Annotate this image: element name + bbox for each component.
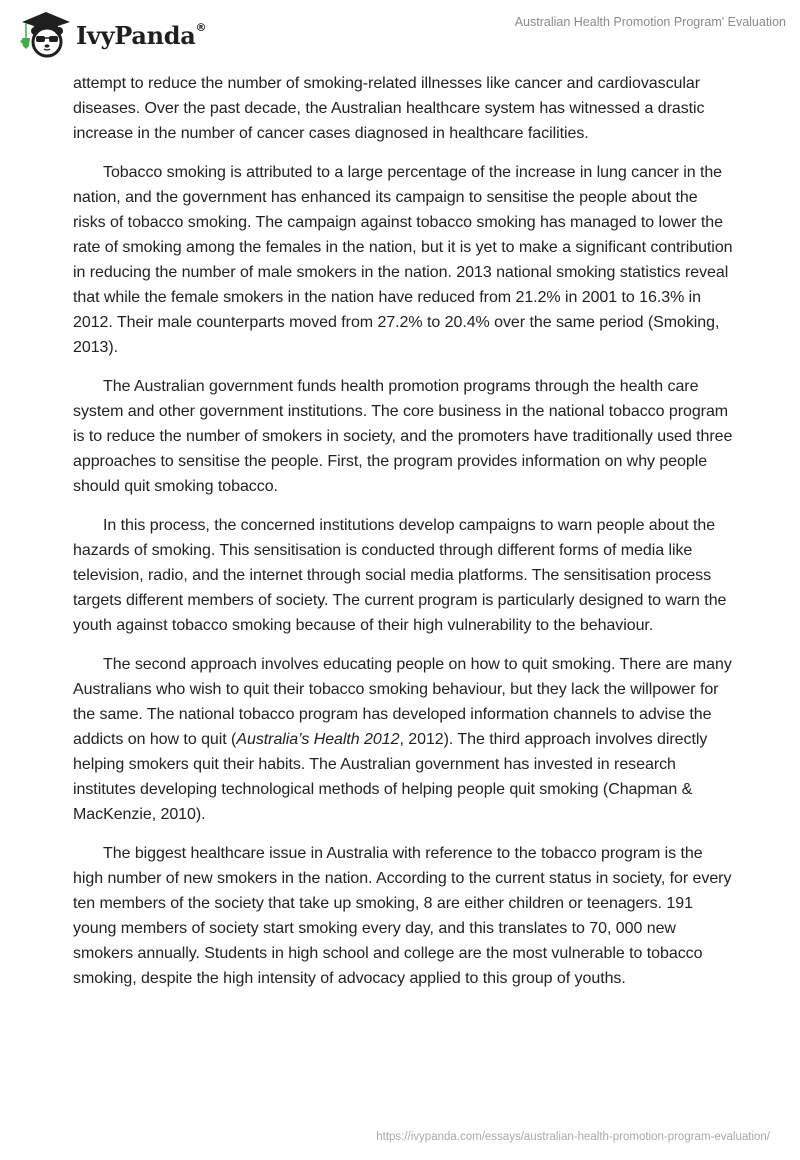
essay-body: [73, 71, 733, 1005]
brand-logo[interactable]: [16, 8, 206, 58]
paragraph-5: [73, 652, 733, 827]
paragraph-5-text-end: , 2012). The third approach involves directly helping smokers quit their habits. The Australian government has invested in research institutes developing technological methods of helping people quit smoking (Chapman & MacKenzie, 2010).: [73, 731, 708, 823]
panda-graduate-icon: [16, 8, 72, 58]
registered-mark: ®: [195, 20, 207, 34]
paragraph-3: The Australian government funds health promotion programs through the health care system and other government institutions. The core business in the national tobacco program is to reduce the number of smokers in society, and the promoters have traditionally used three approaches to sensitise the people. First, the program provides information on why people should quit smoking tobacco.: [73, 378, 733, 495]
page-header: [0, 0, 800, 62]
paragraph-1: attempt to reduce the number of smoking-related illnesses like cancer and cardiovascular diseases. Over the past decade, the Australian healthcare system has witnessed a drastic increase in the number of cancer cases diagnosed in healthcare facilities.: [73, 75, 705, 142]
source-url-link[interactable]: https://ivypanda.com/essays/australian-health-promotion-program-evaluation/: [376, 1131, 770, 1143]
brand-name-text: IvyPanda: [76, 20, 196, 50]
paragraph-6: The biggest healthcare issue in Australia with reference to the tobacco program is the high number of new smokers in the nation. According to the current status in society, for every ten members of the society that take up smoking, 8 are either children or teenagers. 191 young members of society start smoking every day, and this translates to 70, 000 new smokers annually. Students in high school and college are the most vulnerable to tobacco smoking, despite the high intensity of advocacy applied to this group of youths.: [73, 845, 732, 987]
paragraph-4: In this process, the concerned institutions develop campaigns to warn people about the hazards of smoking. This sensitisation is conducted through different forms of media like television, radio, and the internet through social media platforms. The sensitisation process targets different members of society. The current program is particularly designed to warn the youth against tobacco smoking because of their high vulnerability to the behaviour.: [73, 517, 727, 634]
document-title: Australian Health Promotion Program' Evaluation: [514, 15, 786, 29]
paragraph-5-text-start: The second approach involves educating people on how to quit smoking. There are many Australians who wish to quit their tobacco smoking behaviour, but they lack the willpower for the same. The national tobacco program has developed information channels to advise the addicts on how to quit (: [73, 656, 732, 748]
citation-title-italic: Australia’s Health 2012: [236, 731, 400, 748]
brand-name: [76, 21, 206, 50]
paragraph-2: Tobacco smoking is attributed to a large percentage of the increase in lung cancer in the nation, and the government has enhanced its campaign to sensitise the people about the risks of tobacco smoking. The campaign against tobacco smoking has managed to lower the rate of smoking among the females in the nation, but it is yet to make a significant contribution in reducing the number of male smokers in the nation. 2013 national smoking statistics reveal that while the female smokers in the nation have reduced from 21.2% in 2001 to 16.3% in 2012. Their male counterparts moved from 27.2% to 20.4% over the same period (Smoking, 2013).: [73, 164, 733, 356]
